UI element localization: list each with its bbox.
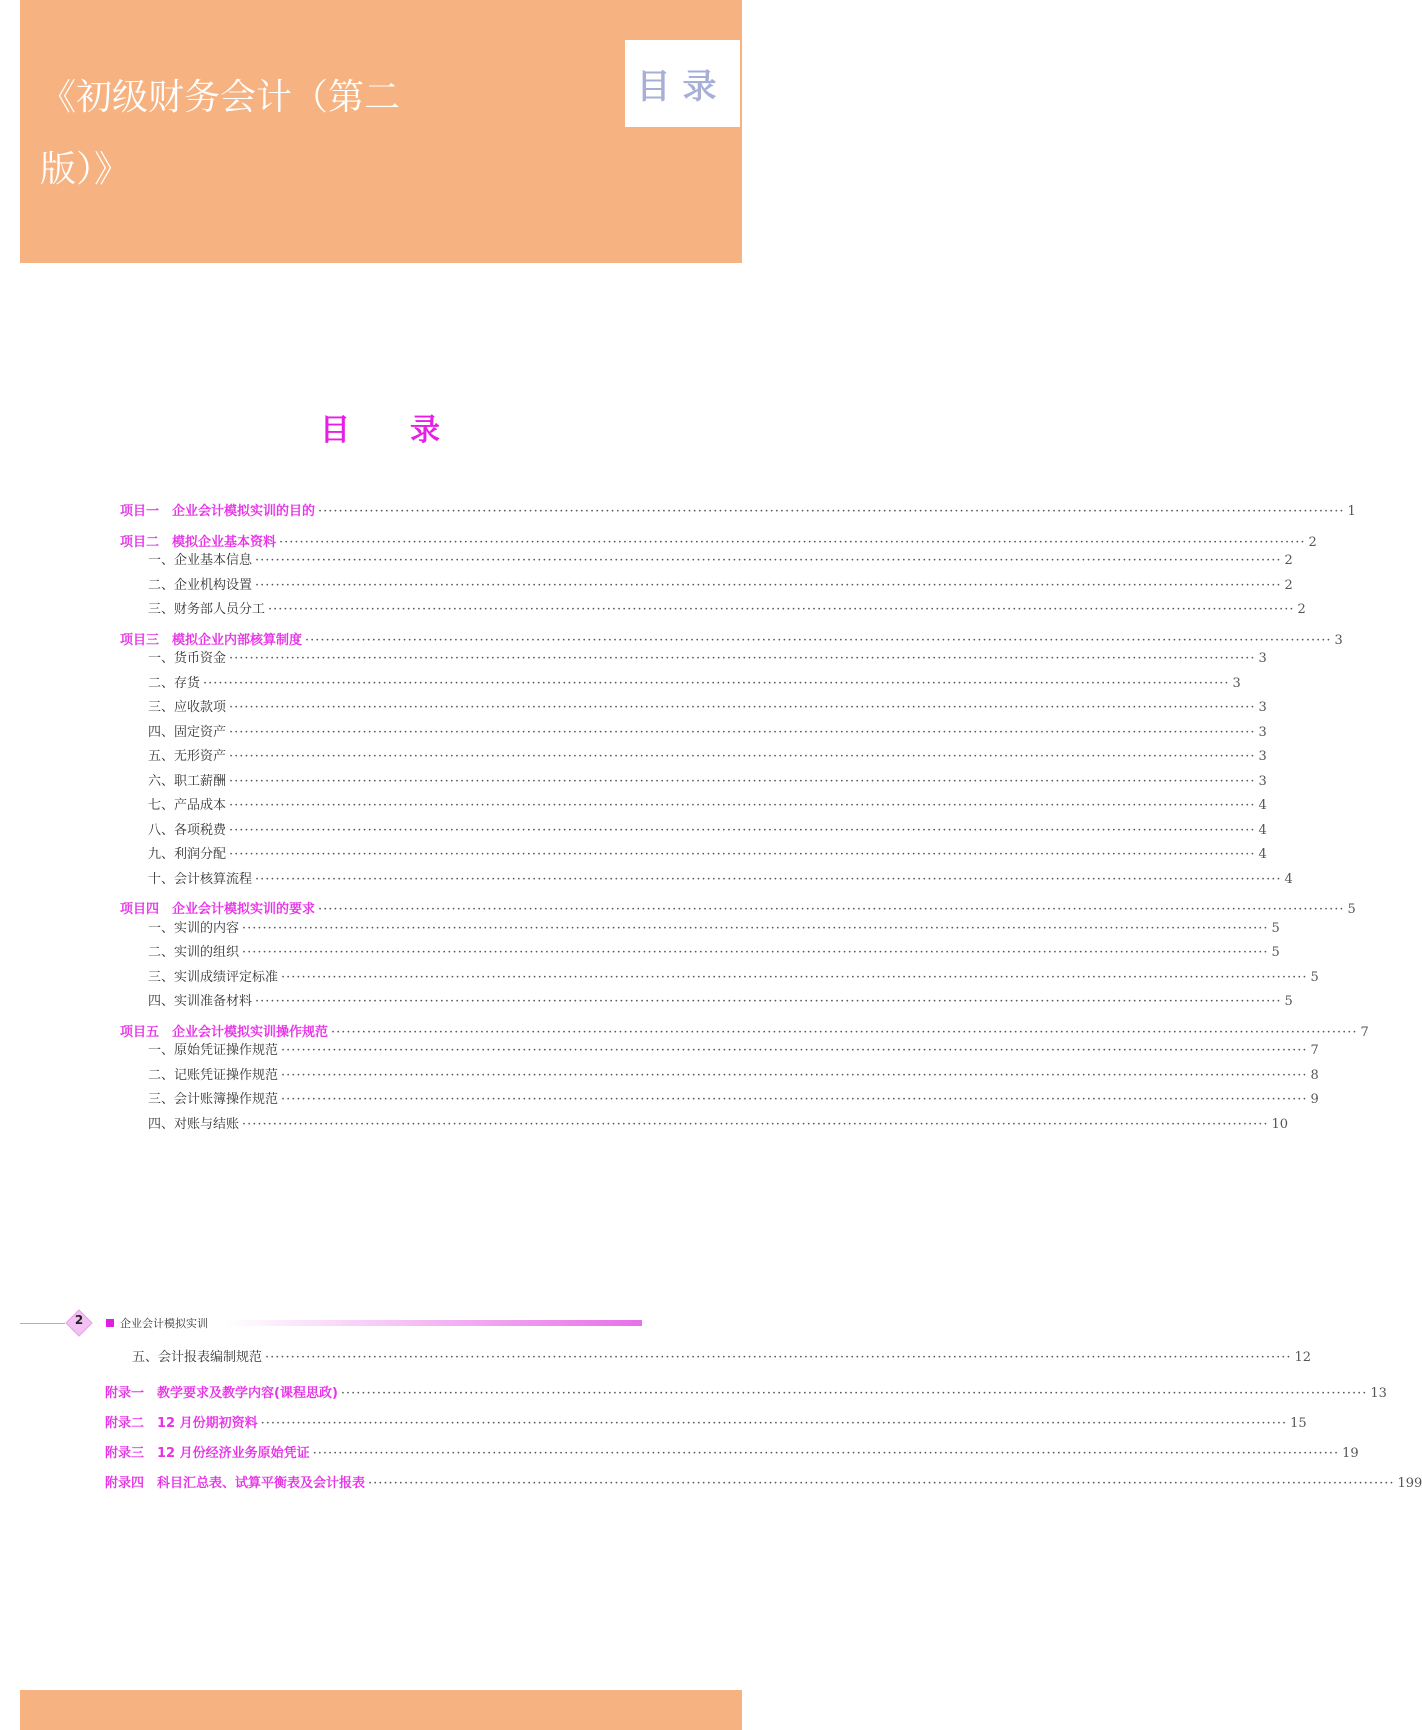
toc-entry-page: 2: [1284, 553, 1293, 568]
toc-entry-page: 3: [1258, 773, 1267, 789]
toc-entry: [148, 990, 1293, 1014]
toc-leader-dots: ········································································································································································································: [229, 847, 1256, 862]
page-number: 2: [74, 1313, 84, 1327]
toc-entry-label: 附录二 12 月份期初资料: [105, 1416, 258, 1431]
toc-entry-page: 9: [1310, 1092, 1319, 1107]
toc-entry: [148, 549, 1293, 573]
toc-section-entry: [120, 500, 1356, 524]
toc-leader-dots: ········································································································································································································: [265, 1350, 1292, 1365]
toc-entry-label: 八、各项税费: [148, 822, 227, 838]
toc-entry-page: 2: [1308, 534, 1317, 550]
footer-banner: [20, 1690, 742, 1730]
toc-entry-label: 三、应收款项: [148, 700, 227, 715]
toc-entry-label: 一、实训的内容: [148, 920, 240, 936]
gradient-bar: [225, 1320, 642, 1326]
toc-entry: [148, 647, 1267, 671]
toc-leader-dots: ········································································································································································································: [281, 1067, 1308, 1083]
toc-leader-dots: ········································································································································································································: [279, 534, 1306, 550]
toc-entry-label: 附录一 教学要求及教学内容(课程思政): [105, 1386, 338, 1401]
toc-entry-page: 1: [1347, 504, 1356, 519]
toc-entry: [148, 770, 1267, 794]
toc-leader-dots: ········································································································································································································: [368, 1476, 1395, 1491]
book-title: 《初级财务会计（第二版）》: [40, 77, 401, 190]
toc-entry-label: 二、存货: [148, 675, 201, 691]
running-title: 企业会计模拟实训: [120, 1317, 208, 1330]
toc-entry-label: 二、记账凭证操作规范: [148, 1067, 279, 1083]
toc-leader-dots: ········································································································································································································: [318, 504, 1345, 519]
toc-leader-dots: ········································································································································································································: [260, 1416, 1288, 1431]
toc-leader-dots: ········································································································································································································: [242, 920, 1269, 936]
toc-entry-label: 项目一 企业会计模拟实训的目的: [120, 504, 316, 519]
toc-entry-label: 五、会计报表编制规范: [132, 1350, 263, 1365]
toc-heading: 目录: [320, 413, 500, 448]
toc-leader-dots: ········································································································································································································: [229, 749, 1256, 764]
toc-entry: [132, 1346, 1312, 1370]
toc-leader-dots: ········································································································································································································: [255, 553, 1282, 568]
toc-leader-dots: ········································································································································································································: [229, 700, 1256, 715]
toc-entry-page: 7: [1310, 1043, 1319, 1058]
toc-entry-page: 15: [1290, 1416, 1307, 1431]
toc-entry: [148, 966, 1319, 990]
toc-entry-page: 8: [1310, 1067, 1319, 1083]
toc-section-entry: [105, 1442, 1359, 1466]
toc-entry-page: 19: [1342, 1446, 1359, 1461]
toc-entry-label: 一、原始凭证操作规范: [148, 1043, 279, 1058]
toc-leader-dots: ········································································································································································································: [229, 724, 1256, 740]
toc-entry: [148, 1113, 1289, 1137]
toc-entry-page: 3: [1258, 749, 1267, 764]
toc-leader-dots: ········································································································································································································: [242, 945, 1269, 960]
toc-entry-label: 二、实训的组织: [148, 945, 240, 960]
toc-entry-label: 附录三 12 月份经济业务原始凭证: [105, 1446, 310, 1461]
toc-entry-label: 项目三 模拟企业内部核算制度: [120, 632, 303, 648]
toc-section-entry: [105, 1412, 1307, 1436]
toc-leader-dots: ········································································································································································································: [242, 1116, 1269, 1132]
toc-entry: [148, 917, 1280, 941]
toc-entry: [148, 598, 1306, 622]
strip-line: [20, 1323, 65, 1324]
toc-entry-label: 一、企业基本信息: [148, 553, 253, 568]
toc-entry-page: 4: [1284, 871, 1293, 887]
toc-entry-page: 2: [1284, 577, 1293, 593]
toc-entry: [148, 1088, 1319, 1112]
toc-entry-page: 4: [1258, 798, 1267, 813]
toc-leader-dots: ········································································································································································································: [255, 577, 1282, 593]
toc-entry: [148, 1064, 1319, 1088]
toc-entry: [148, 819, 1267, 843]
toc-leader-dots: ········································································································································································································: [229, 798, 1256, 813]
toc-leader-dots: ········································································································································································································: [318, 902, 1345, 917]
toc-leader-dots: ········································································································································································································: [281, 1043, 1308, 1058]
toc-entry-label: 四、固定资产: [148, 724, 227, 740]
header-banner: [20, 0, 742, 263]
toc-leader-dots: ········································································································································································································: [312, 1446, 1340, 1461]
toc-entry: [148, 868, 1293, 892]
toc-section-entry: [105, 1472, 1422, 1496]
page-header-strip: [20, 1310, 642, 1338]
toc-leader-dots: ········································································································································································································: [229, 651, 1256, 666]
toc-entry-label: 九、利润分配: [148, 847, 227, 862]
toc-entry-page: 3: [1258, 651, 1267, 666]
toc-entry-page: 10: [1271, 1116, 1289, 1132]
toc-entry-page: 3: [1258, 700, 1267, 715]
toc-leader-dots: ········································································································································································································: [268, 602, 1295, 617]
toc-section-entry: [105, 1382, 1387, 1406]
toc-entry-page: 5: [1310, 969, 1319, 985]
toc-entry: [148, 1039, 1319, 1063]
toc-leader-dots: ········································································································································································································: [305, 632, 1332, 648]
toc-entry: [148, 672, 1241, 696]
toc-entry-page: 3: [1334, 632, 1343, 648]
toc-entry-label: 四、对账与结账: [148, 1116, 240, 1132]
toc-entry-page: 5: [1271, 920, 1280, 936]
square-bullet-icon: [106, 1319, 114, 1327]
toc-entry: [148, 941, 1280, 965]
toc-entry-page: 4: [1258, 822, 1267, 838]
toc-entry-label: 四、实训准备材料: [148, 994, 253, 1009]
toc-entry-page: 3: [1232, 675, 1241, 691]
toc-entry-label: 三、会计账簿操作规范: [148, 1092, 279, 1107]
toc-entry-label: 七、产品成本: [148, 798, 227, 813]
toc-entry-label: 一、货币资金: [148, 651, 227, 666]
toc-entry-label: 六、职工薪酬: [148, 773, 227, 789]
toc-entry-page: 4: [1258, 847, 1267, 862]
toc-entry: [148, 843, 1267, 867]
toc-entry-page: 5: [1284, 994, 1293, 1009]
toc-leader-dots: ········································································································································································································: [281, 969, 1308, 985]
toc-entry-page: 12: [1294, 1350, 1312, 1365]
toc-entry-label: 附录四 科目汇总表、试算平衡表及会计报表: [105, 1476, 366, 1491]
toc-leader-dots: ········································································································································································································: [255, 871, 1282, 887]
toc-leader-dots: ········································································································································································································: [281, 1092, 1308, 1107]
toc-leader-dots: ········································································································································································································: [203, 675, 1230, 691]
toc-leader-dots: ········································································································································································································: [340, 1386, 1368, 1401]
toc-entry-page: 3: [1258, 724, 1267, 740]
toc-entry: [148, 696, 1267, 720]
toc-entry-label: 项目四 企业会计模拟实训的要求: [120, 902, 316, 917]
toc-leader-dots: ········································································································································································································: [255, 994, 1282, 1009]
toc-entry-label: 二、企业机构设置: [148, 577, 253, 593]
toc-entry: [148, 574, 1293, 598]
toc-entry-page: 5: [1271, 945, 1280, 960]
toc-entry-label: 三、财务部人员分工: [148, 602, 266, 617]
toc-entry-page: 199: [1397, 1476, 1422, 1491]
toc-entry-page: 7: [1360, 1024, 1369, 1040]
toc-entry-page: 5: [1347, 902, 1356, 917]
toc-entry-page: 13: [1370, 1386, 1387, 1401]
toc-leader-dots: ········································································································································································································: [229, 773, 1256, 789]
toc-entry: [148, 745, 1267, 769]
toc-entry: [148, 721, 1267, 745]
toc-entry-label: 项目二 模拟企业基本资料: [120, 534, 277, 550]
toc-leader-dots: ········································································································································································································: [331, 1024, 1358, 1040]
toc-entry-label: 十、会计核算流程: [148, 871, 253, 887]
toc-entry-page: 2: [1297, 602, 1306, 617]
toc-entry-label: 三、实训成绩评定标准: [148, 969, 279, 985]
toc-leader-dots: ········································································································································································································: [229, 822, 1256, 838]
toc-entry: [148, 794, 1267, 818]
toc-entry-label: 五、无形资产: [148, 749, 227, 764]
contents-badge: 目录: [625, 40, 740, 127]
toc-entry-label: 项目五 企业会计模拟实训操作规范: [120, 1024, 329, 1040]
